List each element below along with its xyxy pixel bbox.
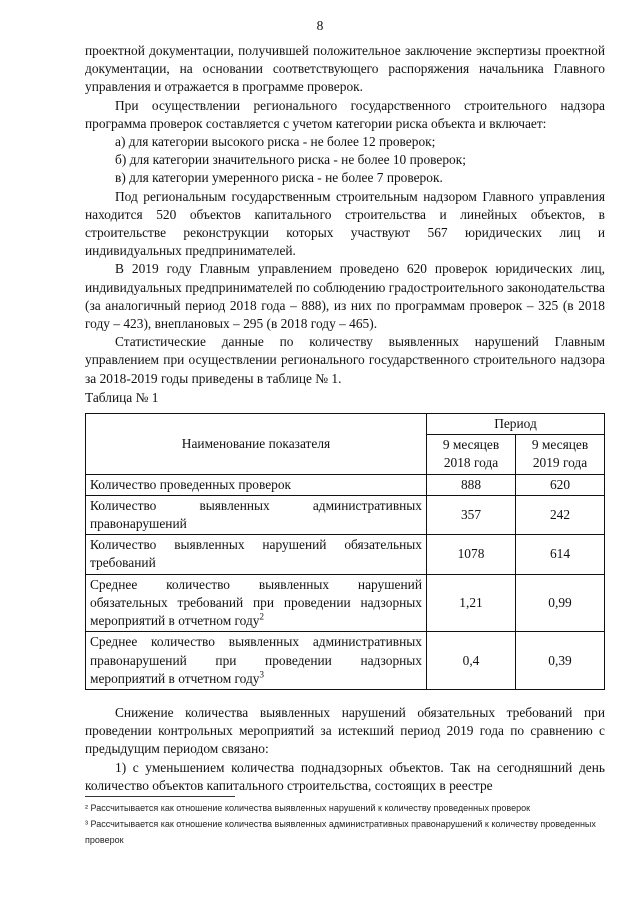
cell-2018: 1078 xyxy=(427,535,516,574)
table-row xyxy=(86,574,605,632)
cell-2019: 242 xyxy=(516,495,605,534)
cell-2019: 0,39 xyxy=(516,632,605,690)
list-item: а) для категории высокого риска - не более 12 проверок; xyxy=(115,134,436,150)
document-body xyxy=(85,42,605,795)
row-label: Количество проведенных проверок xyxy=(86,474,427,495)
paragraph: Под региональным государственным строительным надзором Главного управления находится 520 объектов капитального строительства и линейных объектов, в строительстве реконструкции которых участвуют 567 юридических лиц и индивидуальных предпринимателей. xyxy=(85,188,605,259)
column-header-name: Наименование показателя xyxy=(86,414,427,475)
cell-2019: 614 xyxy=(516,535,605,574)
cell-2018: 0,4 xyxy=(427,632,516,690)
paragraph: проектной документации, получившей положительное заключение экспертизы проектной документации, на основании соответствующего распоряжения начальника Главного управления и отражается в программе проверок. xyxy=(85,43,605,95)
paragraph: Статистические данные по количеству выявленных нарушений Главным управлением при осуществлении регионального государственного строительного надзора за 2018-2019 годы приведены в таблице № 1. xyxy=(85,334,605,386)
cell-2019: 0,99 xyxy=(516,574,605,632)
statistics-table xyxy=(85,413,605,690)
column-header-2019: 9 месяцев 2019 года xyxy=(516,435,605,474)
table-row xyxy=(86,632,605,690)
cell-2018: 357 xyxy=(427,495,516,534)
paragraph: В 2019 году Главным управлением проведено 620 проверок юридических лиц, индивидуальных предпринимателей по соблюдению градостроительного законодательства (за аналогичный период 2018 года – 888), из них по программам проверок – 325 (в 2018 году – 423), внеплановых – 295 (в 2018 году – 465). xyxy=(85,261,605,332)
table-row xyxy=(86,495,605,534)
table-caption: Таблица № 1 xyxy=(85,389,159,405)
page-number: 8 xyxy=(316,18,324,33)
row-label: Среднее количество выявленных нарушений обязательных требований при проведении надзорных мероприятий в отчетном году$^2$ xyxy=(86,574,427,632)
table-row xyxy=(86,535,605,574)
paragraph: Снижение количества выявленных нарушений обязательных требований при проведении контрольных мероприятий за истекший период 2019 года по сравнению с предыдущим периодом связано: xyxy=(85,704,605,757)
footnotes xyxy=(85,800,605,848)
footnote-divider xyxy=(85,796,235,797)
table-row xyxy=(86,474,605,495)
column-header-period: Период xyxy=(427,414,605,435)
row-label: Среднее количество выявленных административных правонарушений при проведении надзорных мероприятий в отчетном году$^3$ xyxy=(86,632,427,690)
paragraph: 1) с уменьшением количества поднадзорных объектов. Так на сегодняшний день количество объектов капитального строительства, состоящих в реестре xyxy=(85,759,605,793)
footnote: ² Рассчитывается как отношение количества выявленных нарушений к количеству проведенных проверок xyxy=(85,803,531,813)
cell-2019: 620 xyxy=(516,474,605,495)
column-header-2018: 9 месяцев 2018 года xyxy=(427,435,516,474)
row-label: Количество выявленных административных правонарушений xyxy=(86,495,427,534)
cell-2018: 1,21 xyxy=(427,574,516,632)
list-item: в) для категории умеренного риска - не более 7 проверок. xyxy=(115,170,443,186)
list-item: б) для категории значительного риска - не более 10 проверок; xyxy=(115,152,466,168)
row-label: Количество выявленных нарушений обязательных требований xyxy=(86,535,427,574)
paragraph: При осуществлении регионального государственного строительного надзора программа проверок составляется с учетом категории риска объекта и включает: xyxy=(85,97,605,131)
footnote: ³ Рассчитывается как отношение количества выявленных административных правонарушений к количеству проведенных проверок xyxy=(85,819,596,845)
cell-2018: 888 xyxy=(427,474,516,495)
